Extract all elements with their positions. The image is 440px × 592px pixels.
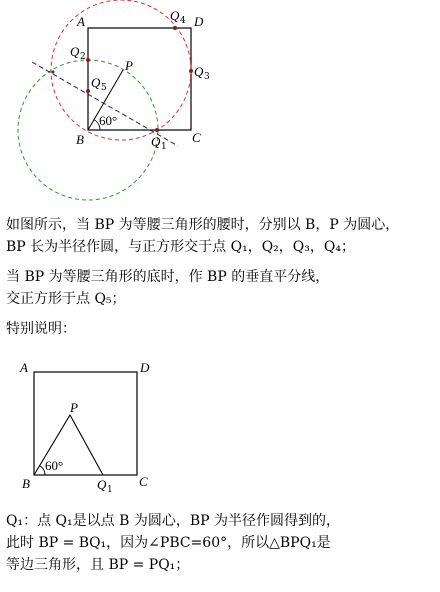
svg-text:1: 1 [107,485,113,495]
svg-text:Q: Q [91,75,101,90]
svg-text:2: 2 [80,52,86,62]
paragraph-2 [6,266,329,310]
svg-text:Q: Q [70,44,80,59]
label-d-2: D [140,360,150,375]
label-p: P [125,58,133,73]
label-c-2: C [139,474,148,489]
label-c: C [192,130,201,145]
label-q3 [194,64,210,82]
svg-text:3: 3 [204,72,210,82]
label-angle-2: 60° [45,458,64,473]
point-x [52,71,55,74]
label-a-2: A [20,360,28,375]
figure-1-diagram [0,0,440,205]
label-q2 [70,44,86,62]
svg-text:5: 5 [101,83,107,93]
p1-line-1: 如图所示，当 BP 为等腰三角形的腰时，分别以 B，P 为圆心， [6,217,400,233]
label-angle: 60° [99,113,118,128]
point-q5 [86,89,90,93]
label-a: A [77,14,85,29]
label-d: D [194,14,204,29]
paragraph-4 [6,510,340,576]
label-b-2: B [22,476,30,491]
label-q1-2 [97,477,113,495]
svg-text:4: 4 [180,16,186,26]
svg-text:1: 1 [161,142,167,152]
paragraph-1 [6,214,399,258]
p4-line-3: 等边三角形，且 BP = PQ₁； [6,557,190,573]
p2-line-2: 交正方形于点 Q₅； [6,291,126,307]
label-b: B [76,132,84,147]
label-q1 [151,134,167,152]
svg-text:Q: Q [151,134,161,149]
p3-line-1: 特别说明： [6,321,76,337]
point-q1 [155,128,159,132]
paragraph-3 [6,318,76,340]
svg-text:Q: Q [170,8,180,23]
svg-text:Q: Q [194,64,204,79]
figure-2-diagram [0,352,440,504]
p2-line-1: 当 BP 为等腰三角形的底时，作 BP 的垂直平分线， [6,269,330,285]
point-q2 [86,58,90,62]
point-q4 [173,26,177,30]
svg-text:Q: Q [97,477,107,492]
label-q4 [170,8,186,26]
p1-line-2: BP 长为半径作圆，与正方形交于点 Q₁，Q₂，Q₃，Q₄； [6,239,355,255]
label-p-2: P [70,400,78,415]
p4-line-1: Q₁：点 Q₁是以点 B 为圆心，BP 为半径作圆得到的， [6,513,340,529]
p4-line-2: 此时 BP = BQ₁，因为∠PBC=60°，所以△BPQ₁是 [6,535,331,551]
point-q3 [189,69,193,73]
label-q5 [91,75,107,93]
